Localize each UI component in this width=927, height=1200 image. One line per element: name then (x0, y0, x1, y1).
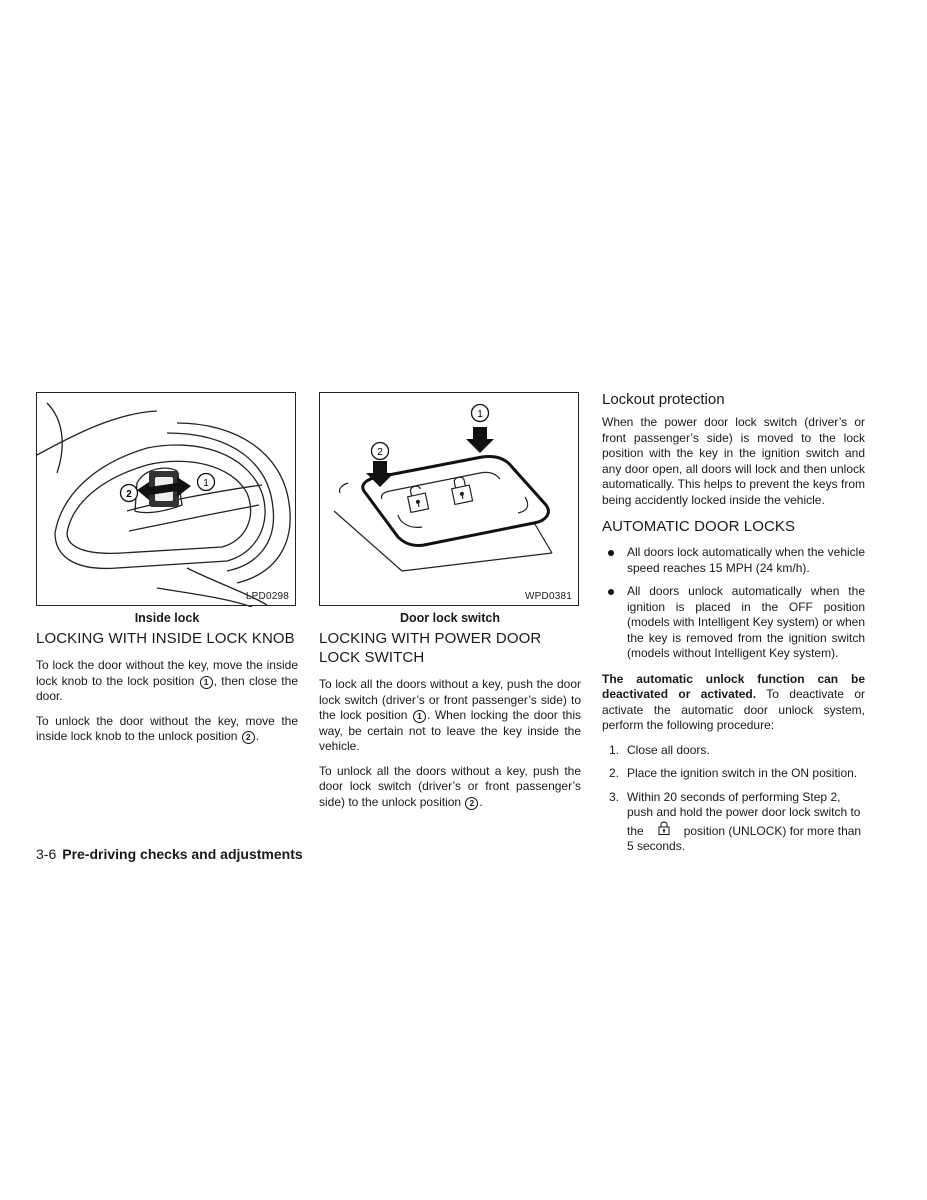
paragraph-lockout: When the power door lock switch (driver’s or front passenger’s side) is moved to the lock position with the key in the ignition switch and any door open, all doors will lock and then unlock automatically. This helps to prevent the keys from being accidently locked inside the vehicle. (602, 415, 865, 507)
figure-code: WPD0381 (525, 591, 572, 602)
marker-2: 2 (126, 489, 132, 500)
circled-2-icon: 2 (242, 731, 255, 744)
figure-code: LPD0298 (245, 591, 289, 602)
page-number: 3-6 (36, 846, 57, 862)
list-item: 2. Place the ignition switch in the ON position. (609, 766, 858, 780)
paragraph-lock: To lock all the doors without a key, push the door lock switch (driver’s or front passenger’s side) to the lock position 1 . When locking the door this way, be certain not to leave the key inside the vehicle. (319, 677, 582, 753)
figure-caption: Door lock switch (399, 611, 501, 625)
circled-1-icon: 1 (413, 710, 426, 723)
chapter-title: Pre-driving checks and adjustments (62, 846, 303, 862)
figure-caption: Inside lock (134, 611, 200, 625)
procedure-steps (602, 743, 865, 855)
door-lock-switch-figure (319, 392, 579, 606)
marker-1: 1 (203, 478, 209, 489)
section-heading: LOCKING WITH INSIDE LOCK KNOB (36, 630, 295, 647)
paragraph-lock: To lock the door without the key, move the inside lock knob to the lock position 1 , then close the door. (36, 658, 298, 703)
inside-lock-illustration (37, 393, 297, 607)
door-lock-switch-illustration (320, 393, 580, 607)
marker-2: 2 (377, 447, 383, 458)
inside-lock-figure (36, 392, 296, 606)
column-inside-lock (36, 392, 298, 754)
page-footer (36, 846, 303, 862)
column-power-lock (319, 392, 581, 819)
list-item: All doors unlock automatically when the ignition is placed in the OFF position (models with Intelligent Key system) or when the key is removed from the ignition switch (models without Intelligent Key system). (602, 584, 865, 662)
section-heading-auto: AUTOMATIC DOOR LOCKS (602, 518, 796, 535)
list-item: 1. Close all doors. (609, 742, 710, 757)
subsection-heading-lockout: Lockout protection (602, 391, 725, 408)
unlock-padlock-icon (644, 821, 684, 840)
section-heading: LOCKING WITH POWER DOOR LOCK SWITCH (319, 630, 542, 666)
list-item: All doors lock automatically when the vehicle speed reaches 15 MPH (24 km/h). (602, 545, 865, 576)
paragraph-unlock: To unlock all the doors without a key, push the door lock switch (driver’s or front passenger’s side) to the unlock position 2 . (319, 763, 581, 809)
circled-2-icon: 2 (465, 797, 478, 810)
list-item: 3. Within 20 seconds of performing Step 2, push and hold the power door lock switch to the position (UNLOCK) for more than 5 seconds. (609, 789, 862, 853)
marker-1: 1 (477, 409, 483, 420)
circled-1-icon: 1 (200, 676, 213, 689)
bullet-list (602, 545, 865, 662)
column-lockout-and-auto (602, 390, 865, 863)
paragraph-unlock: To unlock the door without the key, move the inside lock knob to the unlock position 2 . (36, 713, 298, 743)
paragraph-procedure-intro: The automatic unlock function can be deactivated or activated. To deactivate or activate the automatic door unlock system, perform the following procedure: (602, 671, 865, 732)
